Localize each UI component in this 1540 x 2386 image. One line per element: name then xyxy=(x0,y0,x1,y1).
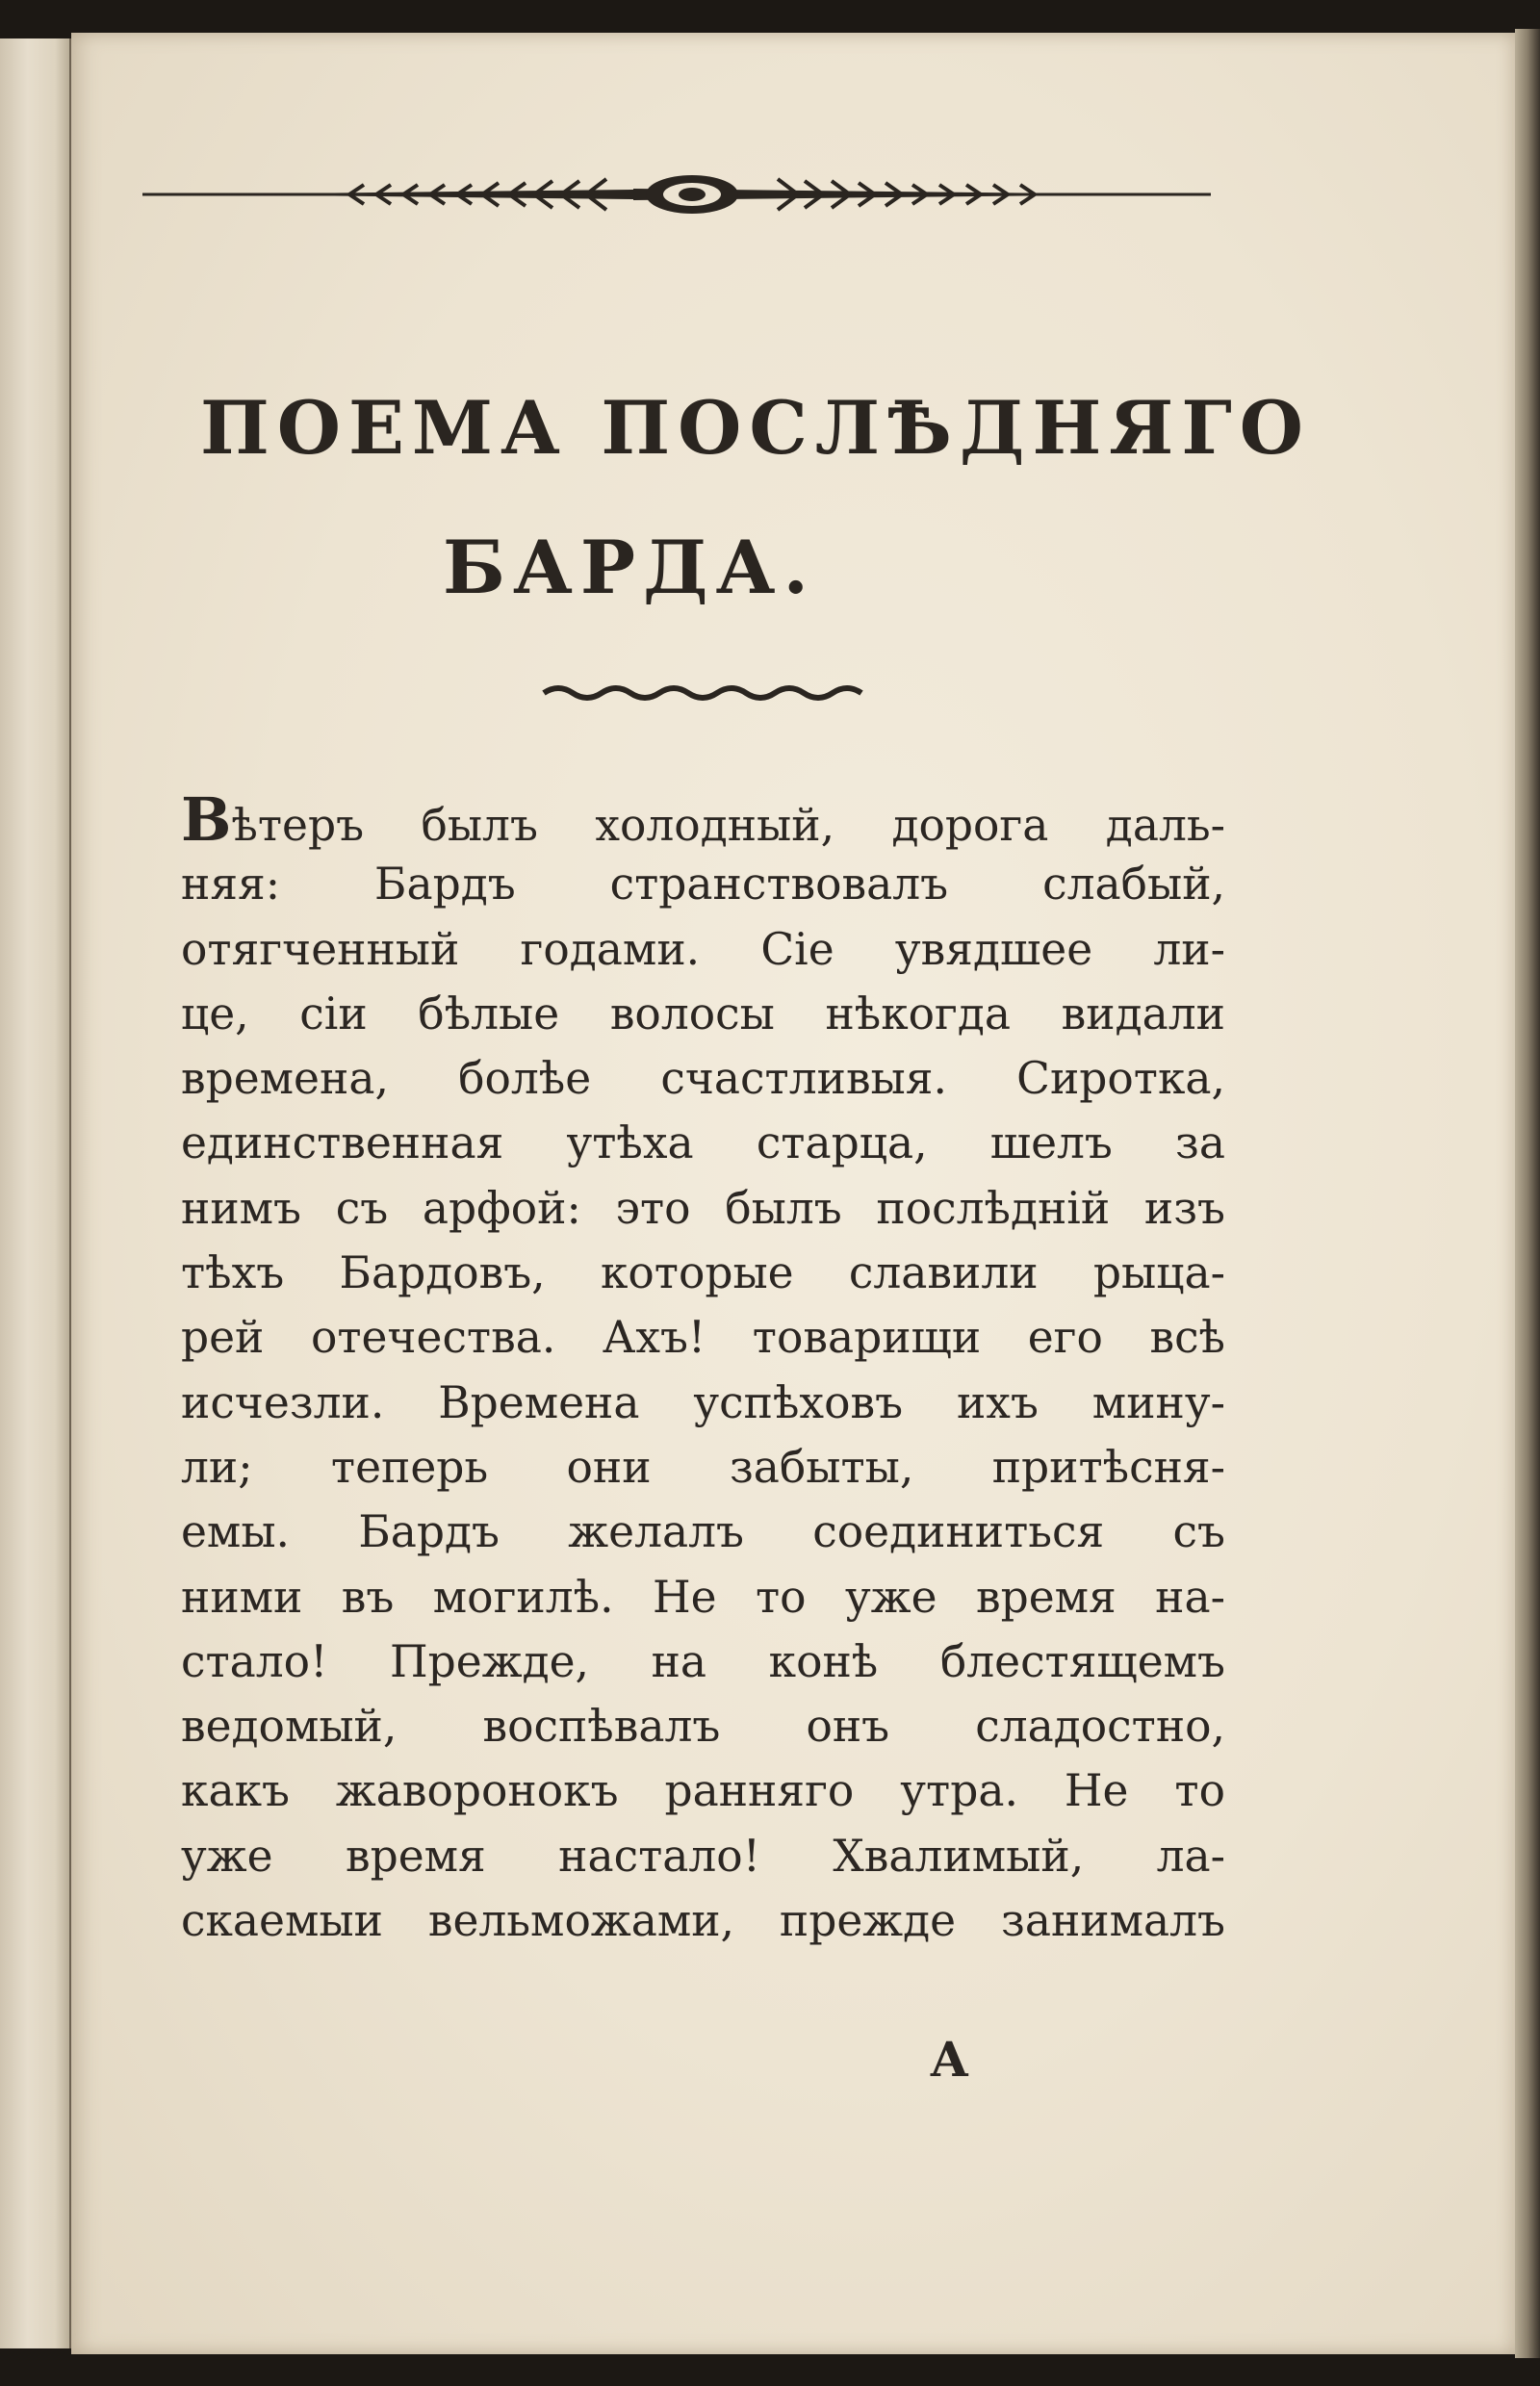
signature-mark: А xyxy=(930,2031,969,2088)
text-line: няя: Бардъ странствовалъ слабый, xyxy=(181,859,1225,911)
text-line: рей отечества. Ахъ! товарищи его всѣ xyxy=(181,1312,1225,1364)
text-line: единственная утѣха старца, шелъ за xyxy=(181,1117,1225,1169)
text-line: скаемыи вельможами, прежде занималъ xyxy=(181,1895,1225,1947)
text-line: уже время настало! Хвалимый, ла- xyxy=(181,1830,1225,1882)
body-text xyxy=(181,784,1225,1953)
text-line: ведомый, воспѣвалъ онъ сладостно, xyxy=(181,1701,1225,1753)
top-ornament-rule xyxy=(142,171,1211,218)
text-line: це, сіи бѣлые волосы нѣкогда видали xyxy=(181,988,1225,1039)
title-line-1: ПОЕМА ПОСЛѢДНЯГО xyxy=(199,385,1312,471)
text-line: тѣхъ Бардовъ, которые славили рыца- xyxy=(181,1247,1225,1299)
text-line: ли; теперь они забыты, притѣсня- xyxy=(181,1441,1225,1493)
text-line: исчезли. Времена успѣховъ ихъ мину- xyxy=(181,1376,1225,1428)
right-page-edge xyxy=(1515,29,1540,2358)
text-line: нимъ съ арфой: это былъ послѣдній изъ xyxy=(181,1182,1225,1234)
text-line: ними въ могилѣ. Не то уже время на- xyxy=(181,1571,1225,1623)
divider-ornament xyxy=(539,679,866,707)
text-line: какъ жаворонокъ ранняго утра. Не то xyxy=(181,1765,1225,1817)
text-line-content: ѣтеръ былъ холодный, дорога даль- xyxy=(231,800,1225,851)
drop-initial: В xyxy=(181,784,232,855)
title-line-2: БАРДА. xyxy=(443,525,816,610)
text-line: отягченный годами. Сіе увядшее ли- xyxy=(181,923,1225,975)
text-line xyxy=(181,784,1225,855)
left-page-edge xyxy=(0,38,71,2348)
text-line: стало! Прежде, на конѣ блестящемъ xyxy=(181,1635,1225,1687)
text-line: времена, болѣе счастливыя. Сиротка, xyxy=(181,1053,1225,1105)
text-line: емы. Бардъ желалъ соединиться съ xyxy=(181,1506,1225,1558)
